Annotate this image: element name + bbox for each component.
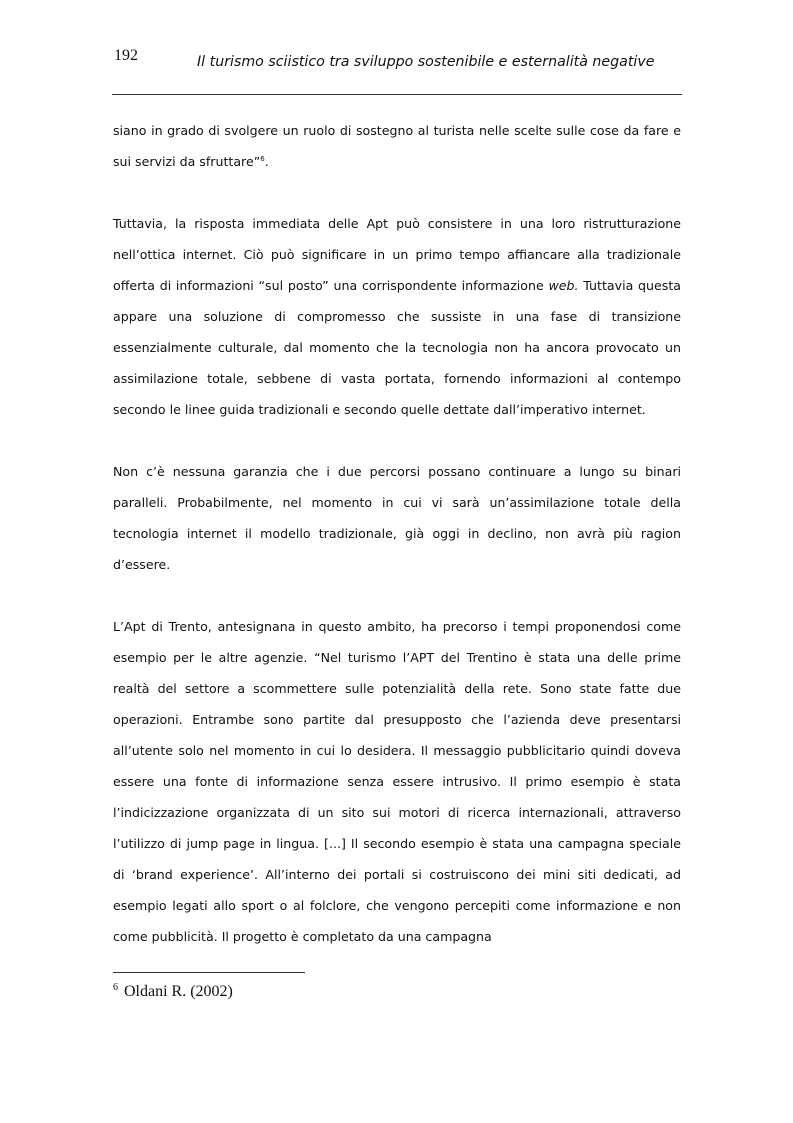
- footnote-text: Oldani R. (2002): [120, 983, 233, 1000]
- paragraph-4: L’Apt di Trento, antesignana in questo ambito, ha precorso i tempi proponendosi come esempio per le altre agenzie. “Nel turismo l’APT del Trentino è stata una delle prime realtà del settore a scommettere sulle potenzialità della rete. Sono state fatte due operazioni. Entrambe sono partite dal presupposto che l’azienda deve presentarsi all’utente solo nel momento in cui lo desidera. Il messaggio pubblicitario quindi doveva essere una fonte di informazione senza essere intrusivo. Il primo esempio è stata l’indicizzazione organizzata di un sito sui motori di ricerca internazionali, attraverso l’utilizzo di jump page in lingua. [...] Il secondo esempio è stata una campagna speciale di ‘brand experience’. All’interno dei portali si costruiscono dei mini siti dedicati, ad esempio legati allo sport o al folclore, che vengono percepiti come informazione e non come pubblicità. Il progetto è completato da una campagna: [113, 619, 681, 944]
- paragraph-1-text: siano in grado di svolgere un ruolo di sostegno al turista nelle scelte sulle cose da fare e sui servizi da sfruttare”: [113, 123, 681, 169]
- paragraph-3: Non c’è nessuna garanzia che i due percorsi possano continuare a lungo su binari paralleli. Probabilmente, nel momento in cui vi sarà un’assimilazione totale della tecnologia internet il modello tradizionale, già oggi in declino, non avrà più ragion d’essere.: [113, 464, 681, 572]
- paragraph-2-emphasis: web.: [548, 278, 579, 293]
- running-title: Il turismo sciistico tra sviluppo sostenibile e esternalità negative: [197, 54, 655, 70]
- footnote-number: 6: [113, 982, 118, 993]
- paragraph-1: [113, 115, 681, 177]
- paragraph-2-text-after: Tuttavia questa appare una soluzione di compromesso che sussiste in una fase di transizione essenzialmente culturale, dal momento che la tecnologia non ha ancora provocato un assimilazione totale, sebbene di vasta portata, fornendo informazioni al contempo secondo le linee guida tradizionali e secondo quelle dettate dall’imperativo internet.: [113, 278, 681, 417]
- paragraph-2: [113, 208, 681, 425]
- header-divider: [112, 94, 682, 95]
- footnote-reference: 6: [260, 155, 265, 163]
- paragraph-1-tail: .: [264, 154, 269, 169]
- footnote: [113, 981, 233, 1003]
- footnote-divider: [113, 972, 305, 973]
- page-number: 192: [114, 47, 138, 64]
- paragraph-2-text-before: Tuttavia, la risposta immediata delle Apt può consistere in una loro ristrutturazione nell’ottica internet. Ciò può significare in un primo tempo affiancare alla tradizionale offerta di informazioni “sul posto” una corrispondente informazione: [113, 216, 681, 293]
- body-text: [113, 115, 681, 952]
